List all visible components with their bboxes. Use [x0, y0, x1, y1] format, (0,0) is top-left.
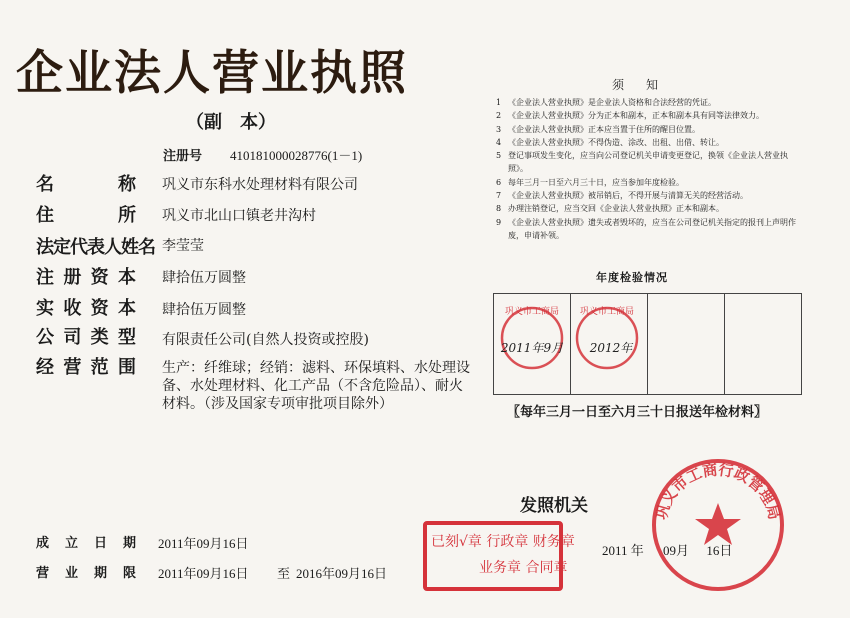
field-label-paid-capital: 实收资本 — [36, 298, 136, 319]
notice-item — [496, 136, 796, 149]
notice-item — [496, 176, 796, 189]
issue-date-month: 09月 — [663, 543, 690, 558]
notice-item-number: 5 — [496, 151, 502, 161]
field-value-name: 巩义市东科水处理材料有限公司 — [162, 177, 358, 193]
field-value-business-scope: 生产：纤维球；经销：滤料、环保填料、水处理设备、水处理材料、化工产品（不含危险品）、耐火材料。（涉及国家专项审批项目除外） — [162, 360, 470, 412]
notice-item-number: 9 — [496, 217, 502, 227]
annual-inspection-cell — [571, 294, 648, 394]
business-term-label: 营业期限 — [36, 566, 136, 581]
annual-inspection-note: 〖每年三月一日至六月三十日报送年检材料〗 — [507, 405, 768, 420]
issue-date-day: 16日 — [706, 543, 733, 558]
notice-item-number: 3 — [496, 124, 502, 134]
official-seal-icon — [648, 455, 788, 595]
field-label-legal-rep: 法定代表人姓名 — [36, 237, 155, 258]
registration-stamp-line: 业务章 合同章 — [479, 560, 568, 576]
notice-item-text: 办理注销登记，应当交回《企业法人营业执照》正本和副本。 — [508, 204, 724, 214]
business-term-start: 2011年09月16日 — [158, 566, 249, 581]
notice-item — [496, 96, 796, 109]
inspection-stamp-text: 巩义市工商局 — [579, 307, 635, 317]
notice-item — [496, 216, 796, 243]
notice-item-text: 《企业法人营业执照》遗失或者毁坏的，应当在公司登记机关指定的报刊上声明作废，申请补领。 — [508, 217, 796, 240]
field-label-registered-capital: 注册资本 — [36, 267, 136, 288]
notice-item-text: 《企业法人营业执照》是企业法人资格和合法经营的凭证。 — [508, 98, 716, 107]
annual-inspection-table — [493, 293, 802, 395]
notice-item-number: 7 — [496, 191, 502, 201]
field-value-registered-capital: 肆拾伍万圆整 — [162, 270, 246, 286]
notice-item — [496, 109, 796, 122]
annual-inspection-title: 年度检验情况 — [596, 271, 668, 284]
established-date-label: 成立日期 — [36, 536, 136, 551]
established-date-value: 2011年09月16日 — [158, 536, 249, 551]
inspection-stamp-text: 巩义市工商局 — [504, 307, 560, 317]
business-term-end: 2016年09月16日 — [296, 566, 388, 581]
issue-date-year-unit: 年 — [630, 543, 644, 558]
notice-title: 须知 — [612, 78, 681, 92]
inspection-stamp-icon — [494, 294, 570, 392]
document-title: 企业法人营业执照 — [16, 46, 408, 101]
notice-item — [496, 189, 796, 202]
notice-item-text: 《企业法人营业执照》分为正本和副本，正本和副本具有同等法律效力。 — [508, 111, 764, 121]
notice-item-number: 2 — [496, 111, 502, 121]
notice-item-number: 8 — [496, 204, 502, 214]
registration-label: 注册号 — [163, 149, 203, 164]
document-subtitle: （副 本） — [186, 112, 276, 133]
notice-item-text: 《企业法人营业执照》正本应当置于住所的醒目位置。 — [508, 124, 700, 134]
annual-inspection-cell-empty — [648, 294, 725, 394]
issue-date-year: 2011 — [602, 543, 628, 558]
notice-item-text: 登记事项发生变化，应当向公司登记机关申请变更登记，换领《企业法人营业执照》。 — [508, 151, 788, 174]
notice-item-text: 《企业法人营业执照》不得伪造、涂改、出租、出借、转让。 — [508, 137, 724, 147]
notice-item — [496, 202, 796, 215]
notice-item — [496, 149, 796, 176]
notice-list — [496, 96, 796, 242]
notice-item-number: 1 — [496, 98, 502, 107]
official-seal-text: 巩义市工商行政管理局 — [652, 460, 784, 522]
notice-item — [496, 123, 796, 136]
business-term-to: 至 — [277, 566, 291, 581]
registration-stamp-line: 已刻√章 行政章 财务章 — [431, 534, 575, 550]
annual-inspection-cell — [494, 294, 571, 394]
annual-inspection-cell-empty — [725, 294, 801, 394]
inspection-signature: 2011年9月 — [500, 341, 564, 355]
field-label-name: 名称 — [36, 174, 136, 195]
field-value-company-type: 有限责任公司(自然人投资或控股) — [162, 332, 369, 348]
notice-item-number: 6 — [496, 177, 502, 187]
notice-item-text: 每年三月一日至六月三十日，应当参加年度检验。 — [508, 177, 684, 187]
field-label-business-scope: 经营范围 — [36, 357, 136, 378]
registration-stamp — [423, 521, 575, 591]
notice-item-text: 《企业法人营业执照》被吊销后，不得开展与清算无关的经营活动。 — [508, 191, 748, 201]
field-label-company-type: 公司类型 — [36, 327, 136, 348]
field-value-legal-rep: 李莹莹 — [162, 238, 204, 254]
field-value-address: 巩义市北山口镇老井沟村 — [162, 208, 316, 224]
inspection-signature: 2012年 — [589, 341, 633, 355]
registration-number: 410181000028776(1－1) — [230, 148, 363, 163]
inspection-stamp-icon — [571, 294, 647, 392]
field-label-address: 住所 — [36, 205, 136, 226]
issuer-label: 发照机关 — [520, 496, 588, 516]
notice-item-number: 4 — [496, 137, 502, 147]
field-value-paid-capital: 肆拾伍万圆整 — [162, 302, 246, 318]
